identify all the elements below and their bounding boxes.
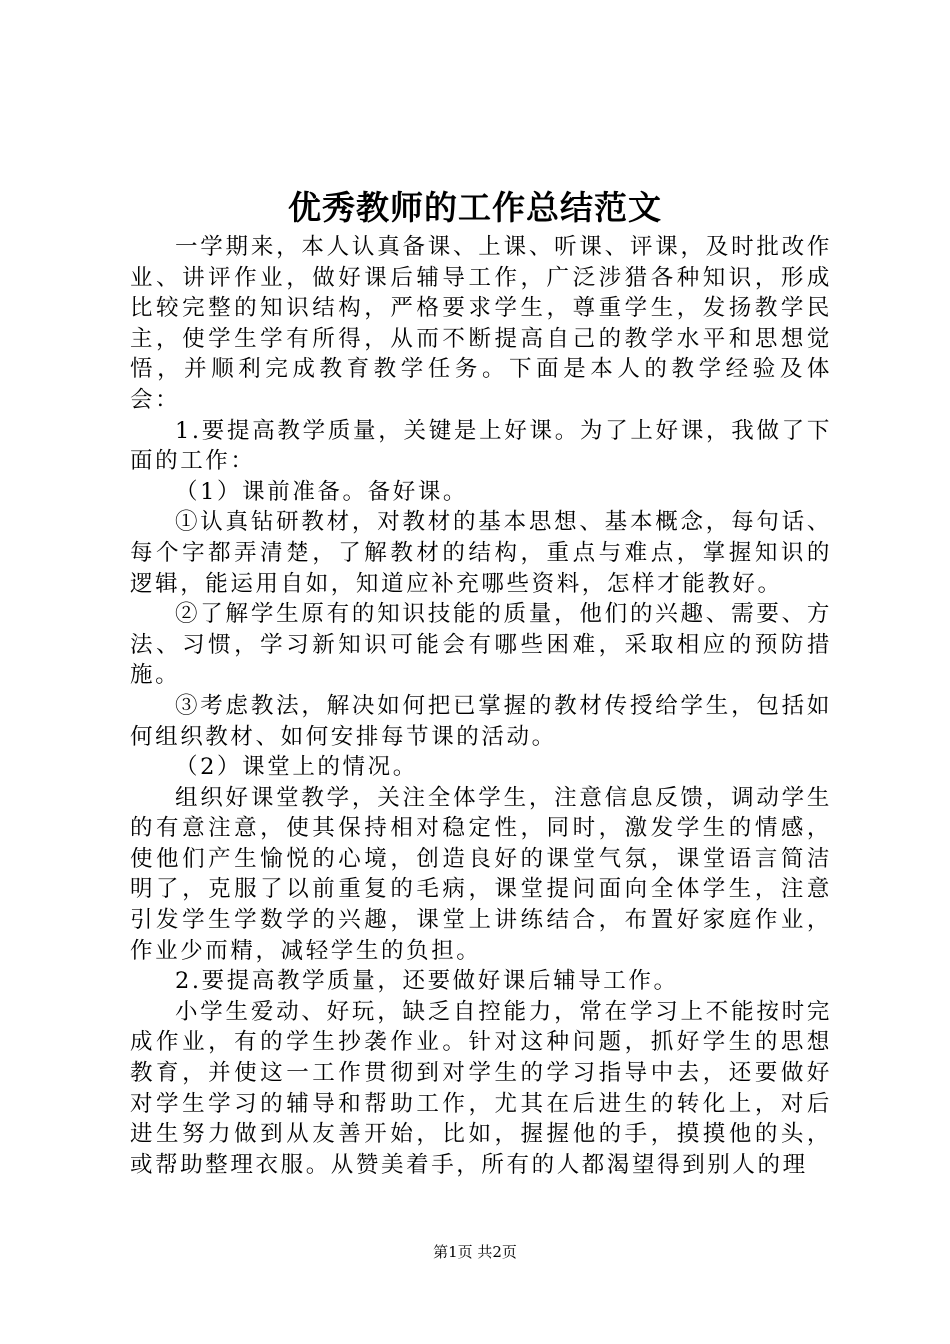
paragraph-subpoint-2: （2）课堂上的情况。: [175, 754, 418, 781]
paragraph-subpoint-1: （1）课前准备。备好课。: [175, 478, 469, 505]
paragraph-intro: 一学期来，本人认真备课、上课、听课、评课，及时批改作业、讲评作业，做好课后辅导工作，广泛涉猎各种知识，形成比较完整的知识结构，严格要求学生，尊重学生，发扬教学民主，使学生学有所得，从而不断提高自己的教学水平和思想觉悟，并顺利完成教育教学任务。下面是本人的教学经验及体会：: [130, 234, 832, 413]
paragraph-item-1: ①认真钻研教材，对教材的基本思想、基本概念，每句话、每个字都弄清楚，了解教材的结构，重点与难点，掌握知识的逻辑，能运用自如，知道应补充哪些资料，怎样才能教好。: [130, 509, 832, 597]
paragraph-item-3: ③考虑教法，解决如何把已掌握的教材传授给学生，包括如何组织教材、如何安排每节课的活动。: [130, 692, 832, 750]
page-number-footer: 第1页 共2页: [433, 1243, 517, 1261]
paragraph-point-2: 2.要提高教学质量，还要做好课后辅导工作。: [175, 968, 679, 995]
paragraph-item-2: ②了解学生原有的知识技能的质量，他们的兴趣、需要、方法、习惯，学习新知识可能会有哪些困难，采取相应的预防措施。: [130, 601, 832, 689]
paragraph-tutoring: 小学生爱动、好玩，缺乏自控能力，常在学习上不能按时完成作业，有的学生抄袭作业。针对这种问题，抓好学生的思想教育，并使这一工作贯彻到对学生的学习指导中去，还要做好对学生学习的辅导和帮助工作，尤其在后进生的转化上，对后进生努力做到从友善开始，比如，握握他的手，摸摸他的头，或帮助整理衣服。从赞美着手，所有的人都渴望得到别人的理: [130, 998, 832, 1178]
document-body: [130, 232, 832, 1180]
document-title: 优秀教师的工作总结范文: [288, 188, 662, 227]
paragraph-point-1: 1.要提高教学质量，关键是上好课。为了上好课，我做了下面的工作：: [130, 417, 832, 475]
paragraph-classroom: 组织好课堂教学，关注全体学生，注意信息反馈，调动学生的有意注意，使其保持相对稳定性，同时，激发学生的情感，使他们产生愉悦的心境，创造良好的课堂气氛，课堂语言简洁明了，克服了以前重复的毛病，课堂提问面向全体学生，注意引发学生学数学的兴趣，课堂上讲练结合，布置好家庭作业，作业少而精，减轻学生的负担。: [130, 784, 832, 964]
